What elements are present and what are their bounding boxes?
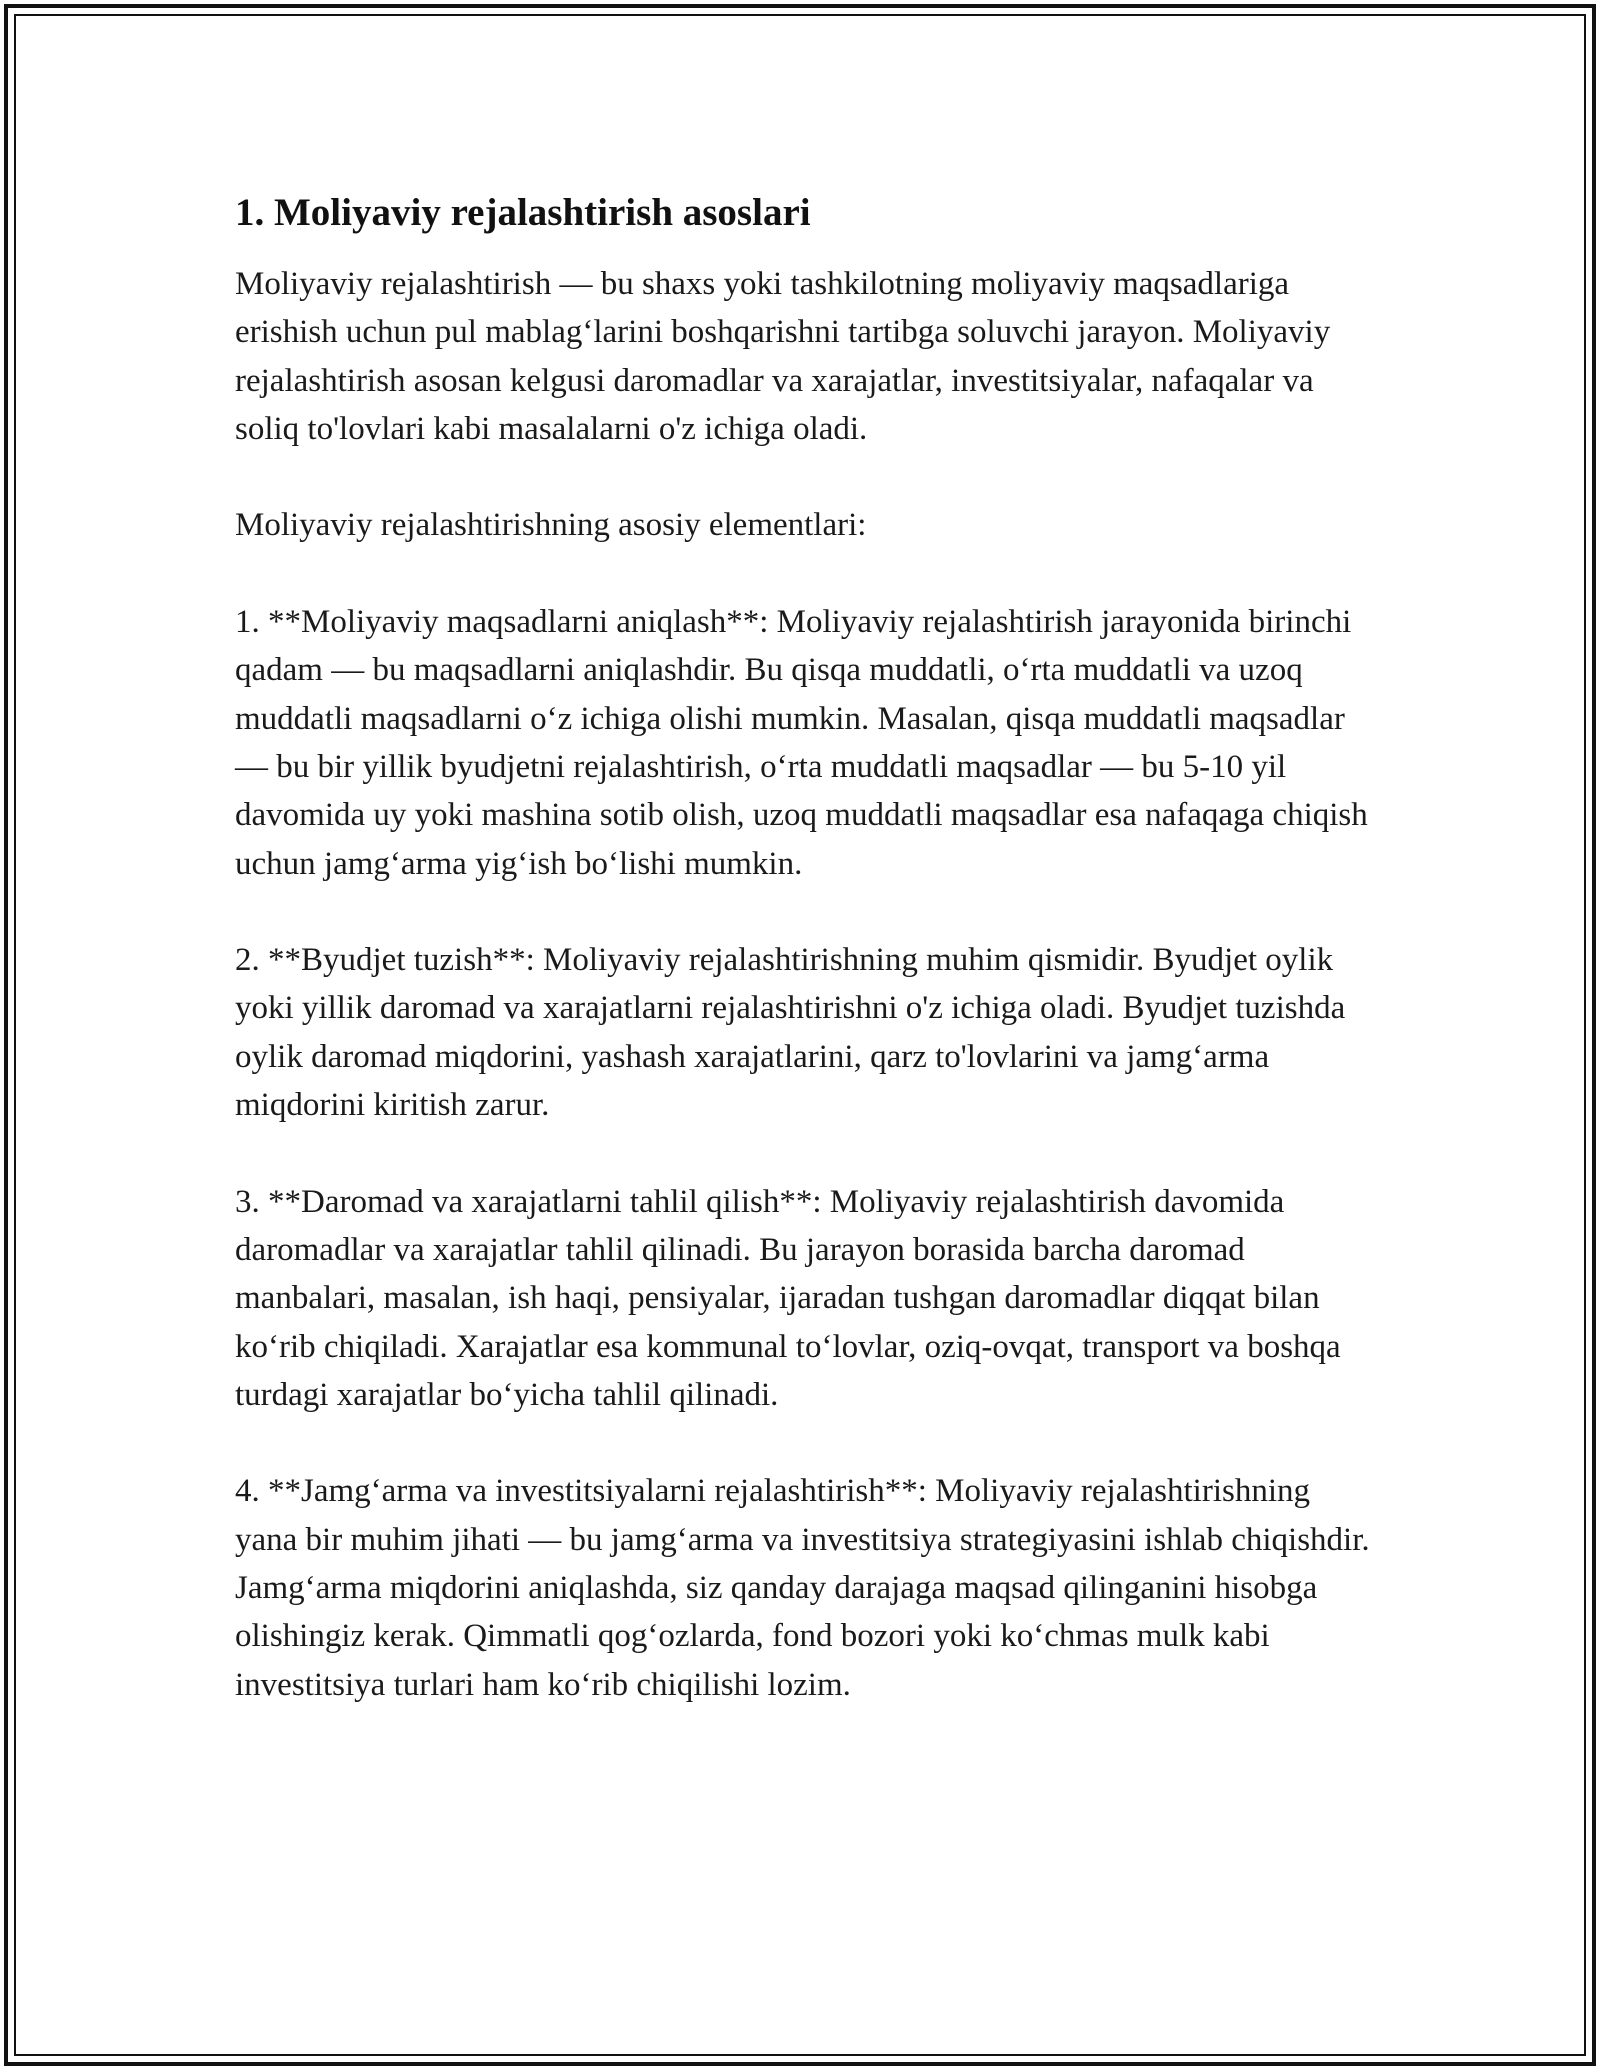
- paragraph-item-1: 1. **Moliyaviy maqsadlarni aniqlash**: Moliyaviy rejalashtirish jarayonida birinchi qadam — bu maqsadlarni aniqlashdir. Bu qisqa muddatli, o‘rta muddatli va uzoq muddatli maqsadlarni o‘z ichiga olishi mumkin. Masalan, qisqa muddatli maqsadlar — bu bir yillik byudjetni rejalashtirish, o‘rta muddatli maqsadlar — bu 5-10 yil davomida uy yoki mashina sotib olish, uzoq muddatli maqsadlar esa nafaqaga chiqish uchun jamg‘arma yig‘ish bo‘lishi mumkin.: [235, 604, 1368, 882]
- paragraph-intro: Moliyaviy rejalashtirish — bu shaxs yoki tashkilotning moliyaviy maqsadlariga erishish uchun pul mablag‘larini boshqarishni tartibga soluvchi jarayon. Moliyaviy rejalashtirish asosan kelgusi daromadlar va xarajatlar, investitsiyalar, nafaqalar va soliq to'lovlari kabi masalalarni o'z ichiga oladi.: [235, 266, 1331, 447]
- paragraph-item-2: 2. **Byudjet tuzish**: Moliyaviy rejalashtirishning muhim qismidir. Byudjet oylik yoki yillik daromad va xarajatlarni rejalashtirishni o'z ichiga oladi. Byudjet tuzishda oylik daromad miqdorini, yashash xarajatlarini, qarz to'lovlarini va jamg‘arma miqdorini kiritish zarur.: [235, 942, 1346, 1124]
- paragraph-elements-heading: Moliyaviy rejalashtirishning asosiy elementlari:: [235, 507, 867, 544]
- document-title: 1. Moliyaviy rejalashtirish asoslari: [235, 191, 811, 234]
- document-body: [235, 186, 1375, 1757]
- paragraph-item-4: 4. **Jamg‘arma va investitsiyalarni rejalashtirish**: Moliyaviy rejalashtirishning yana bir muhim jihati — bu jamg‘arma va investitsiya strategiyasini ishlab chiqishdir. Jamg‘arma miqdorini aniqlashda, siz qanday darajaga maqsad qilinganini hisobga olishingiz kerak. Qimmatli qog‘ozlarda, fond bozori yoki ko‘chmas mulk kabi investitsiya turlari ham ko‘rib chiqilishi lozim.: [235, 1473, 1370, 1703]
- paragraph-item-3: 3. **Daromad va xarajatlarni tahlil qilish**: Moliyaviy rejalashtirish davomida daromadlar va xarajatlar tahlil qilinadi. Bu jarayon borasida barcha daromad manbalari, masalan, ish haqi, pensiyalar, ijaradan tushgan daromadlar diqqat bilan ko‘rib chiqiladi. Xarajatlar esa kommunal to‘lovlar, oziq-ovqat, transport va boshqa turdagi xarajatlar bo‘yicha tahlil qilinadi.: [235, 1183, 1341, 1413]
